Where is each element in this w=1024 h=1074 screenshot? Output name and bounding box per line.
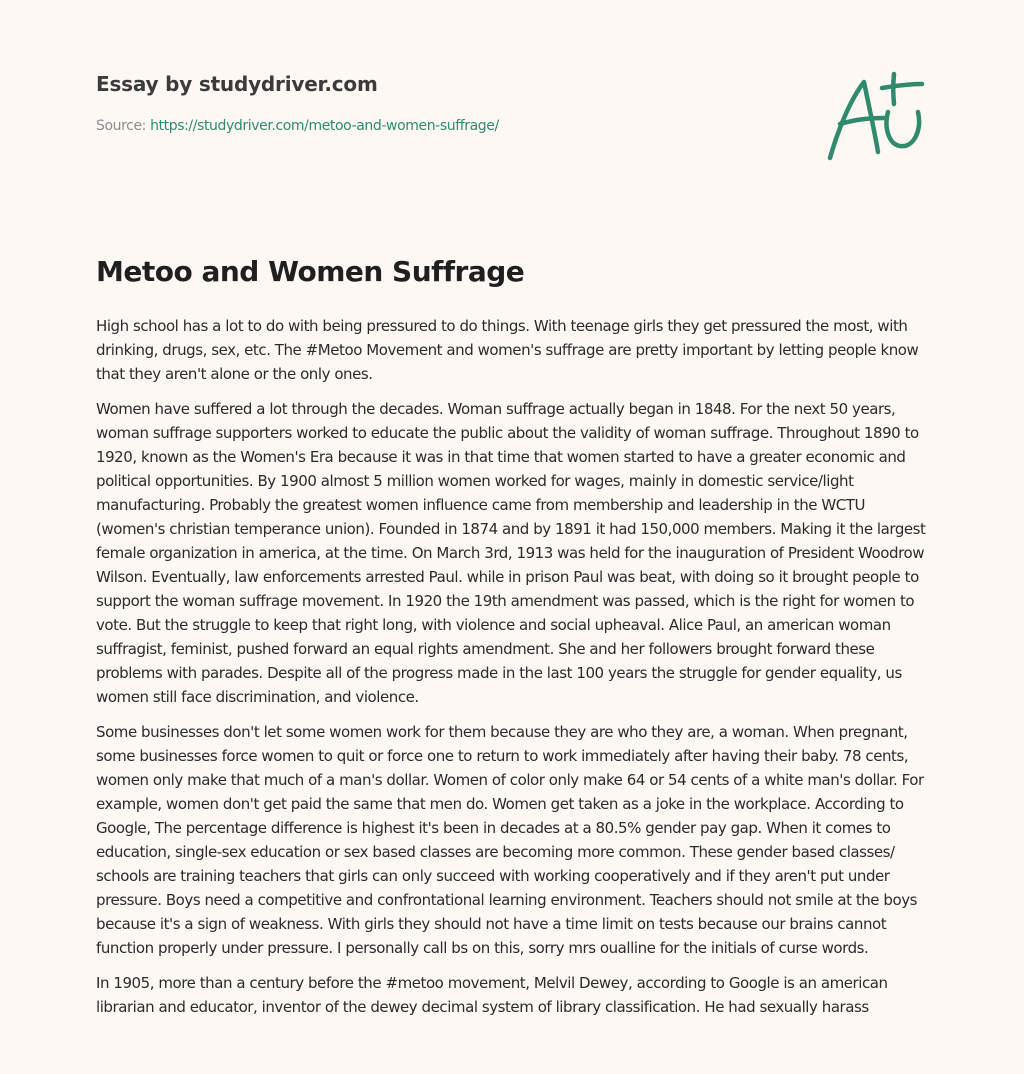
page-title: Metoo and Women Suffrage [96, 255, 525, 288]
paragraph: High school has a lot to do with being pressured to do things. With teenage girls they get pressured the most, with drinking, drugs, sex, etc. The #Metoo Movement and women's suffrage are pretty important by letting people know that they aren't alone or the only ones. [96, 317, 919, 383]
source-line [96, 118, 696, 134]
paragraph: Some businesses don't let some women work for them because they are who they are, a woman. When pregnant, some businesses force women to quit or force one to return to work immediately after having their baby. 78 cents, women only make that much of a man's dollar. Women of color only make 64 or 54 cents of a white man's dollar. For example, women don't get paid the same that men do. Women get taken as a joke in the workplace. According to Google, The percentage difference is highest it's been in decades at a 80.5% gender pay gap. When it comes to education, single-sex education or sex based classes are becoming more common. These gender based classes/ schools are training teachers that girls can only succeed with working cooperatively and if they aren't put under pressure. Boys need a competitive and confrontational learning environment. Teachers should not smile at the boys because it's a sign of weakness. With girls they should not have a time limit on tests because our brains cannot function properly under pressure. I personally call bs on this, sorry mrs oualline for the initials of curse words. [96, 723, 924, 957]
source-label: Source: [96, 118, 147, 134]
essay-header [96, 72, 696, 134]
paragraph: In 1905, more than a century before the #metoo movement, Melvil Dewey, according to Google is an american librarian and educator, inventor of the dewey decimal system of library classification. He had sexually harass [96, 974, 888, 1016]
source-link[interactable]: https://studydriver.com/metoo-and-women-suffrage/ [150, 118, 499, 134]
paragraph: Women have suffered a lot through the decades. Woman suffrage actually began in 1848. For the next 50 years, woman suffrage supporters worked to educate the public about the validity of woman suffrage. Throughout 1890 to 1920, known as the Women's Era because it was in that time that women started to have a greater economic and political opportunities. By 1900 almost 5 million women worked for wages, mainly in domestic service/light manufacturing. Probably the greatest women influence came from membership and leadership in the WCTU (women's christian temperance union). Founded in 1874 and by 1891 it had 150,000 members. Making it the largest female organization in america, at the time. On March 3rd, 1913 was held for the inauguration of President Woodrow Wilson. Eventually, law enforcements arrested Paul. while in prison Paul was beat, with doing so it brought people to support the woman suffrage movement. In 1920 the 19th amendment was passed, which is the right for women to vote. But the struggle to keep that right long, with violence and social upheaval. Alice Paul, an american woman suffragist, feminist, pushed forward an equal rights amendment. She and her followers brought forward these problems with parades. Despite all of the progress made in the last 100 years the struggle for gender equality, us women still face discrimination, and violence. [96, 400, 926, 706]
brand-title: Essay by studydriver.com [96, 72, 378, 96]
essay-body [96, 314, 932, 1030]
a-plus-logo-icon [822, 68, 926, 164]
